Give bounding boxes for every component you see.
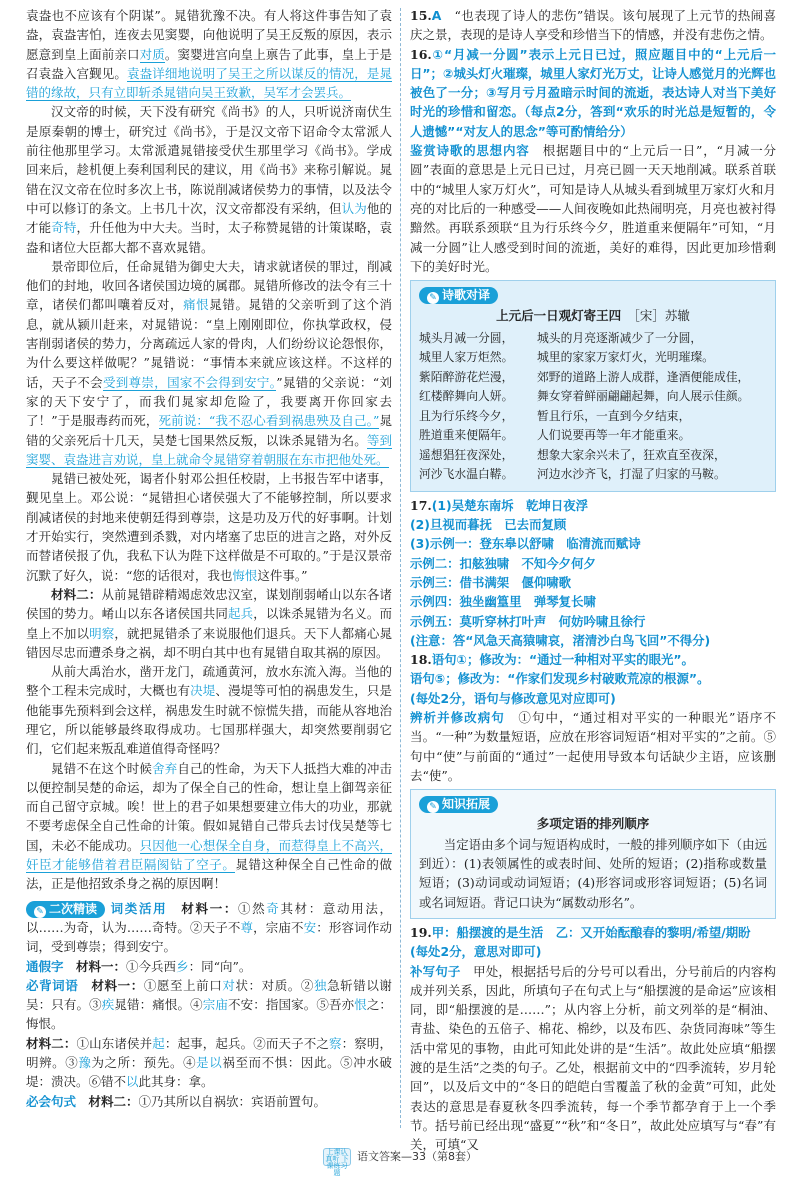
knowledge-extension-badge: ✎ 知识拓展 <box>419 796 498 813</box>
question-19: 19.甲：船摆渡的是生活 乙：又开始酝酿春的黎明/希望/期盼 <box>410 924 751 940</box>
poem-original-line: 河沙飞水温白鞯。 <box>419 467 514 482</box>
poem-translation-line: 暂且行乐，一直到今夕结束， <box>537 408 691 423</box>
tongjia-line: 通假字 材料一：①今兵西乡：同“向”。 <box>26 958 252 974</box>
poem-translation-line: 想象大家余兴未了，狂欢直至夜深， <box>537 447 726 462</box>
question-17-line: 示例五：莫听穿林打叶声 何妨吟啸且徐行 <box>410 613 646 629</box>
poem-translation-line: 城头的月亮逐渐减少了一分圆， <box>537 330 703 345</box>
poem-original-line: 紫陌醉游花烂漫， <box>419 369 514 384</box>
poem-title: 上元后一日观灯寄王四 ［宋］苏辙 <box>496 308 690 324</box>
poem-line <box>419 329 767 349</box>
poem-original-line: 城头月减一分圆， <box>419 330 514 345</box>
book-icon: ✎ <box>427 292 439 304</box>
poem-original-line: 胜道重来便隔年。 <box>419 428 514 443</box>
page-footer <box>0 1147 800 1177</box>
poem-original-line: 红楼醉舞向人妍。 <box>419 389 514 404</box>
poem-translation-line: 人们说要再等一年才能重来。 <box>537 428 691 443</box>
material-two-line: 材料二：①山东诸侯并起：起事，起兵。②而天子不之察：察明，明辨。③豫为之所：预先。④是以祸至而不惧：因此。⑤冲水破堤：溃决。⑥错不以此其身：拿。 <box>26 1035 392 1090</box>
paragraph: 材料二：从前晁错辟精竭虑效忠汉室，谋划削弱崤山以东各诸侯国的势力。崤山以东各诸侯国共同起兵，以诛杀晁错为名义。而皇上不加以明察，就把晁错杀了来说服他们退兵。天下人都痛心晁错因尽忠而遭杀身之祸，却不明白其中也有晁错自取其祸的原因。 <box>26 586 392 660</box>
poem-translation-badge: ✎ 诗歌对译 <box>419 287 498 304</box>
poem-line <box>419 446 767 466</box>
must-recite-line: 必背词语 材料一：①愿至上前口对状：对质。②独急斩错以谢吴：只有。③疾晁错：痛恨。④宗庙不安：指国家。⑤吾亦恨之：悔恨。 <box>26 977 392 1032</box>
paragraph: 晁错已被处死，谒者仆射邓公担任校尉，上书报告军中诸事，觐见皇上。邓公说：“晁错担心诸侯强大了不能够控制，所以要求削减诸侯的封地来使朝廷得到尊崇，这是功及万代的好事啊。计划才开始实行，突然遭到杀戮，对内堵塞了忠臣的进言之路，对外反而替诸侯报了仇，我私下认为陛下这样做是不可取的。”于是汉景帝沉默了好久，说：“您的话很对，我也悔恨这件事。” <box>26 471 392 583</box>
paragraph: 晁错不在这个时候舍弃自己的性命，为天下人抵挡大难的冲击以便控制吴楚的命运，却为了保全自己的性命，想让皇上御驾亲征而自己留守京城。唉！世上的君子如果想要建立伟大的功业，那就不要考虑保全自己性命的计策。假如晁错自己带兵去讨伐吴楚等七国，未必不能成功。只因他一心想保全自身，而惹得皇上不高兴，奸臣才能够借着君臣隔阂钻了空子。晁错这种保全自己性命的做法，正是他招致杀身之祸的原因啊！ <box>26 760 392 892</box>
question-18: 18.语句①；修改为：“通过一种相对平实的眼光”。 <box>410 652 694 668</box>
knowledge-extension-box <box>410 789 776 919</box>
poem-lines <box>419 329 767 485</box>
poem-translation-line: 城里的家家万家灯火，光明璀璨。 <box>537 350 714 365</box>
book-icon: ✎ <box>34 906 46 918</box>
sentence-pattern-line: 必会句式 材料二：①乃其所以自祸欤：宾语前置句。 <box>26 1093 327 1109</box>
question-19-analysis: 补写句子 甲处，根据括号后的分号可以看出，分号前后的内容构成并列关系，因此，所填句子在句式上与“船摆渡的是命运”应该相同，即“船摆渡的是……”；从内容上分析，前文列举的是“桐油、青盐、染色的五倍子、棉花、棉纱，以及布匹、杂货同海味”等生活中常见的事物，由此可知此处讲的是“生活”。故此处应填“船摆渡的是生活”之类的句子。乙处，根据前文中的“四季流转，岁月轮回”，以及后文中的“冬日的皑皑白雪覆盖了秋的金黄”可知，此处表达的意思是春夏秋冬四季流转，每一个季节都孕育于上一个季节。括号前已经出现“盛夏”“秋”和“冬日”，故此处应填写与“春”有关，可填“又 <box>410 963 776 1153</box>
poem-original-line: 城里人家万炬然。 <box>419 350 514 365</box>
question-17: 17.(1)吴楚东南坼 乾坤日夜浮 <box>410 497 588 513</box>
poem-original-line: 遥想猖狂夜深处， <box>419 447 514 462</box>
poem-line <box>419 465 767 485</box>
right-column <box>410 6 776 1155</box>
second-reading-badge: ✎ 二次精读 <box>26 901 105 918</box>
question-17-line: 示例三：借书满架 偃仰啸歌 <box>410 574 572 590</box>
question-15: 15.A “也表现了诗人的悲伤”错误。该句展现了上元节的热闹喜庆之景，表现的是诗人享受和珍惜当下的情感，并没有悲伤之情。 <box>410 8 776 43</box>
poem-original-line: 且为行乐终今夕， <box>419 408 514 423</box>
question-16-analysis: 鉴赏诗歌的思想内容 根据题目中的“上元后一日”，“月减一分圆”表面的意思是上元日已过，月亮已圆一天天地削减。联系首联中的“城里人家万灯火”，可知是诗人从城头看到城里万家灯火和月亮的对比后的一种感受——人间夜晚如此热闹明亮，月亮也被衬得黯然。再联系颈联“且为行乐终今夕，胜道重来便隔年”可知，“月减一分圆”让人感受到时间的流逝，美好的难得，因此更加珍惜剩下的美好时光。 <box>410 143 776 274</box>
question-17-line: (3)示例一：登东皋以舒啸 临清流而赋诗 <box>410 536 641 552</box>
question-18-analysis: 辨析并修改病句 ①句中，“通过相对平实的一种眼光”语序不当。“一种”为数量短语，应放在形容词短语“相对平实的”之前。⑤句中“使”与前面的“通过”一起使用导致本句话缺少主语，应该删去“使”。 <box>410 710 776 783</box>
paragraph: 汉文帝的时候，天下没有研究《尚书》的人，只听说济南伏生是原秦朝的博士，研究过《尚书》，于是汉文帝下诏命令太常派人前往他那里学习。太常派遣晁错接受伏生那里学习《尚书》。学成回来后，趁机便上奏利国利民的建议，用《尚书》来称引解说。晁错在汉文帝在位时多次上书，陈说削减诸侯势力的事情，以及法令中可以修订的条文。上书几十次，汉文帝都没有采纳，但认为他的才能奇特，升任他为中大夫。当时，太子称赞晁错的计策谋略，袁盎和诸位大臣都大都不喜欢晁错。 <box>26 104 392 255</box>
book-icon: ✎ <box>427 801 439 813</box>
poem-line <box>419 407 767 427</box>
left-column <box>26 6 392 1111</box>
question-17-line: (2)旦视而暮抚 已去而复顾 <box>410 517 567 533</box>
question-17-line: (注意：答“风急天高猿啸哀，渚清沙白鸟飞回”不得分) <box>410 632 711 648</box>
question-16: 16.①“月减一分圆”表示上元日已过，照应题目中的“上元后一日”；②城头灯火璀璨，城里人家灯光万丈，让诗人感觉月的光辉也被色了一分；③写月亏月盈暗示时间的流逝，表达诗人对当下美好时光的珍惜和留恋。（每点2分，答到“欢乐的时光总是短暂的，令人遗憾”“对友人的思念”等可酌情给分） <box>410 46 776 139</box>
question-18-line: 语句⑤；修改为：“作家们发现乡村破败荒凉的根源”。 <box>410 671 710 687</box>
poem-line <box>419 368 767 388</box>
poem-translation-line: 舞女穿着鲜丽翩翩起舞，向人展示佳颜。 <box>537 389 750 404</box>
page-number: 语文答案—33（第8套） <box>357 1150 477 1163</box>
second-reading-section: ✎ 二次精读 词类活用 材料一：①然奇其材：意动用法，以……为奇，认为……奇特。②天子不尊，宗庙不安：形容词作动词，受到尊崇；得到安宁。 <box>26 900 392 955</box>
poem-line <box>419 426 767 446</box>
tip-title: 多项定语的排列顺序 <box>536 815 650 831</box>
question-18-line: (每处2分，语句与修改意见对应即可) <box>410 690 616 706</box>
paragraph: 袁盎也不应该有个阴谋”。晁错犹豫不决。有人将这件事告知了袁盎，袁盎害怕，连夜去见窦婴，向他说明了吴王反叛的原因，表示愿意到皇上面前亲口对质。窦婴进宫向皇上禀告了此事，皇上于是召袁盎入宫觐见。袁盎详细地说明了吴王之所以谋反的情况，是晁错的缘故，只有立即斩杀晁错向吴王致歉，吴军才会罢兵。 <box>26 8 392 101</box>
question-17-line: 示例四：独坐幽篁里 弹琴复长啸 <box>410 594 596 610</box>
question-17-line: 示例二：扣舷独啸 不知今夕何夕 <box>410 555 596 571</box>
poem-translation-line: 郊野的道路上游人成群，逢酒便能成佳， <box>537 369 750 384</box>
poem-translation-line: 河边水沙齐飞，打湿了归家的马鞍。 <box>537 467 726 482</box>
question-19-score: (每处2分，意思对即可) <box>410 944 542 960</box>
paragraph: 景帝即位后，任命晁错为御史大夫，请求就诸侯的罪过，削减他们的封地，收回各诸侯国边境的属郡。晁错所修改的法令有三十章，诸侯们都叫嚷着反对，痛恨晁错。晁错的父亲听到了这个消息，就从颍川赶来，对晁错说：“皇上刚刚即位，你执掌政权，侵害削弱诸侯的势力，分离疏远人家的骨肉，人们纷纷议论怨恨你，为什么要这样做呢？”晁错说：“事情本来就应该这样。不这样的话，天子不会受到尊崇，国家不会得到安宁。”晁错的父亲说：“刘家的天下安宁了，而我们晁家却危险了，我要离开你回家去了！”于是服毒药而死，死前说：“我不忍心看到祸患殃及自己。”晁错的父亲死后十几天，吴楚七国果然反叛，以诛杀晁错为名。等到窦婴、袁盎进言劝说，皇上就命令晁错穿着朝服在东市把他处死。 <box>26 258 392 467</box>
poem-line <box>419 348 767 368</box>
paragraph: 从前大禹治水，凿开龙门，疏通黄河，放水东流入海。当他的整个工程未完成时，大概也有决堤、漫堤等可怕的祸患发生，只是他能事先预料到会这样，祸患发生时就不惊慌失措，而能从容地治理它，所以能够最终取得成功。七国那样强大，却突然要削弱它们，它们起来叛乱难道值得奇怪吗？ <box>26 664 392 757</box>
poem-translation-box <box>410 280 776 492</box>
brand-logo: 上课认真听 下课练习题 <box>323 1148 351 1166</box>
tip-body: 当定语由多个词与短语构成时，一般的排列顺序如下（由远到近）：(1)表领属性的或表时间、处所的短语；(2)指称或数量短语；(3)动词或动词短语；(4)形容词或形容词短语；(5)名词或名词短语。背记口诀为“属数动形名”。 <box>419 836 767 910</box>
poem-line <box>419 387 767 407</box>
column-divider <box>400 8 401 1128</box>
